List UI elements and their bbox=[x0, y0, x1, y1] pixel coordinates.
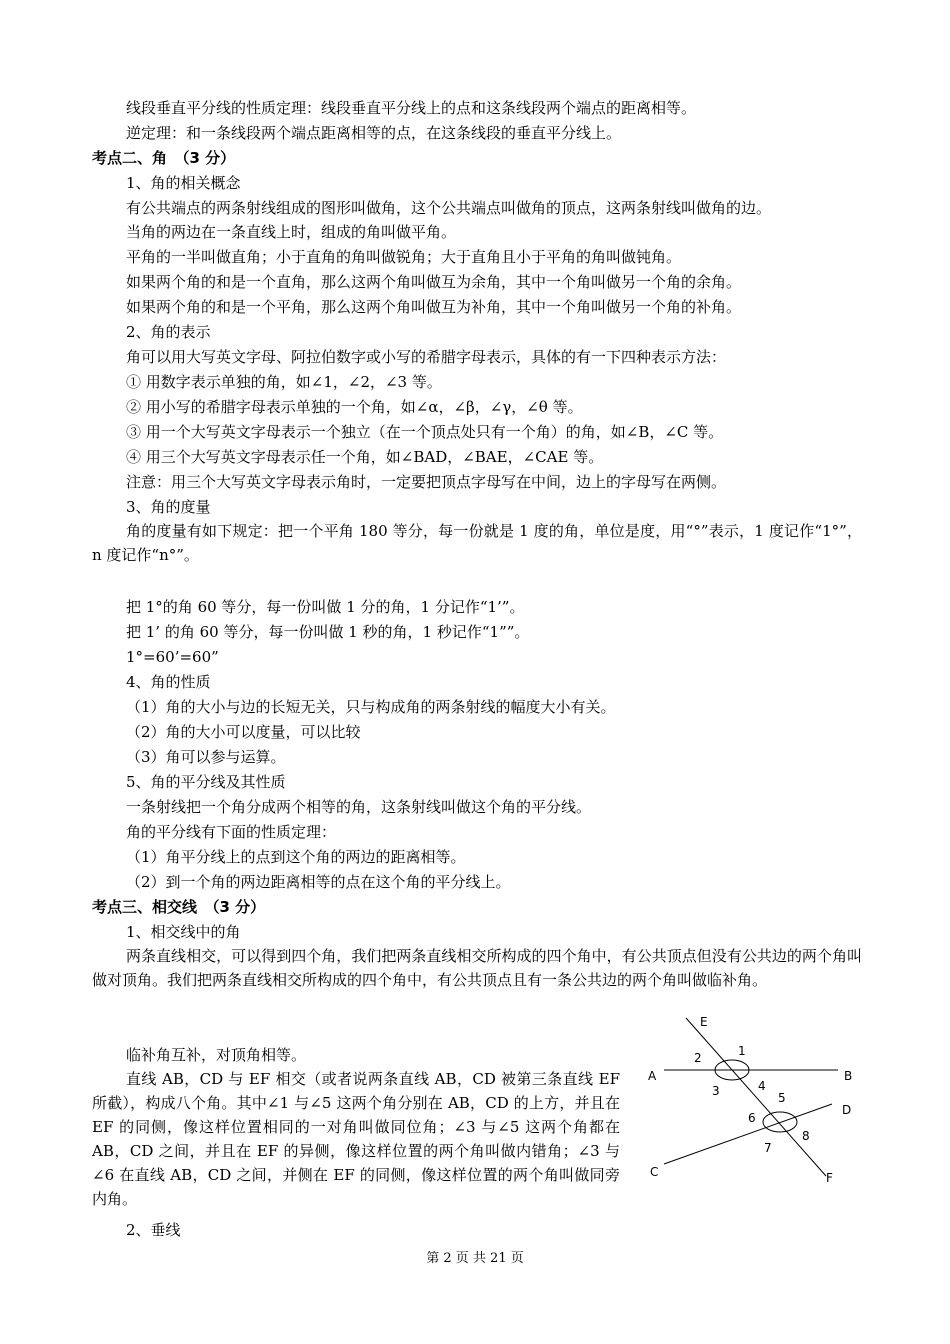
list-item: （3）角可以参与运算。 bbox=[126, 748, 286, 766]
angle-arc-lower bbox=[763, 1112, 797, 1132]
paragraph: 角的度量有如下规定：把一个平角 180 等分，每一份就是 1 度的角，单位是度，用“°”表示，1 度记作“1°”，n 度记作“n°”。 bbox=[92, 522, 862, 564]
paragraph: 注意：用三个大写英文字母表示角时，一定要把顶点字母写在中间，边上的字母写在两侧。 bbox=[126, 473, 727, 491]
label-A: A bbox=[648, 1069, 657, 1083]
subsection-heading: 2、角的表示 bbox=[126, 323, 211, 341]
label-4: 4 bbox=[758, 1079, 766, 1093]
list-item: （2）角的大小可以度量，可以比较 bbox=[126, 723, 361, 741]
list-item: （2）到一个角的两边距离相等的点在这个角的平分线上。 bbox=[126, 873, 511, 891]
label-C: C bbox=[650, 1165, 659, 1179]
paragraph: 如果两个角的和是一个直角，那么这两个角叫做互为余角，其中一个角叫做另一个角的余角。 bbox=[126, 273, 742, 291]
line-EF bbox=[686, 1018, 826, 1176]
paragraph: 有公共端点的两条射线组成的图形叫做角，这个公共端点叫做角的顶点，这两条射线叫做角的边。 bbox=[126, 199, 772, 217]
paragraph: 线段垂直平分线的性质定理：线段垂直平分线上的点和这条线段两个端点的距离相等。 bbox=[126, 99, 697, 117]
subsection-heading: 4、角的性质 bbox=[126, 673, 211, 691]
list-item: ③ 用一个大写英文字母表示一个独立（在一个顶点处只有一个角）的角，如∠B，∠C 等。 bbox=[126, 423, 724, 441]
subsection-heading: 5、角的平分线及其性质 bbox=[126, 773, 286, 791]
intersecting-lines-figure bbox=[640, 1010, 870, 1200]
label-3: 3 bbox=[712, 1084, 720, 1098]
paragraph: 两条直线相交，可以得到四个角，我们把两条直线相交所构成的四个角中，有公共顶点但没有公共边的两个角叫做对顶角。我们把两条直线相交所构成的四个角中，有公共顶点且有一条公共边的两个角叫做临补角。 bbox=[92, 947, 862, 989]
subsection-heading: 3、角的度量 bbox=[126, 498, 211, 516]
label-1: 1 bbox=[738, 1044, 746, 1058]
paragraph: 当角的两边在一条直线上时，组成的角叫做平角。 bbox=[126, 223, 457, 241]
paragraph: 把 1°的角 60 等分，每一份叫做 1 分的角，1 分记作“1’”。 bbox=[126, 598, 525, 616]
label-6: 6 bbox=[748, 1111, 756, 1125]
label-2: 2 bbox=[694, 1051, 702, 1065]
subsection-heading: 1、相交线中的角 bbox=[126, 923, 241, 941]
paragraph: 直线 AB，CD 与 EF 相交（或者说两条直线 AB，CD 被第三条直线 EF 所截），构成八个角。其中∠1 与∠5 这两个角分别在 AB，CD 的上方，并且在 EF 的同侧，像这样位置相同的一对角叫做同位角；∠3 与∠5 这两个角都在 AB，CD 之间，并且在 EF 的异侧，像这样位置的两个角叫做内错角；∠3 与∠6 在直线 AB，CD 之间，并侧在 EF 的同侧，像这样位置的两个角叫做同旁内角。 bbox=[92, 1070, 620, 1208]
paragraph: 平角的一半叫做直角；小于直角的角叫做锐角；大于直角且小于平角的角叫做钝角。 bbox=[126, 248, 682, 266]
label-8: 8 bbox=[802, 1129, 810, 1143]
list-item: （1）角平分线上的点到这个角的两边的距离相等。 bbox=[126, 848, 466, 866]
subsection-heading: 1、角的相关概念 bbox=[126, 174, 241, 192]
list-item: ④ 用三个大写英文字母表示任一个角，如∠BAD，∠BAE，∠CAE 等。 bbox=[126, 448, 604, 466]
label-D: D bbox=[842, 1103, 852, 1117]
label-7: 7 bbox=[764, 1141, 772, 1155]
page-footer: 第 2 页 共 21 页 bbox=[426, 1251, 524, 1266]
paragraph: 一条射线把一个角分成两个相等的角，这条射线叫做这个角的平分线。 bbox=[126, 798, 592, 816]
paragraph: 角的平分线有下面的性质定理： bbox=[126, 823, 337, 841]
subsection-heading: 2、垂线 bbox=[126, 1221, 181, 1239]
list-item: ① 用数字表示单独的角，如∠1，∠2，∠3 等。 bbox=[126, 373, 442, 391]
list-item: （1）角的大小与边的长短无关，只与构成角的两条射线的幅度大小有关。 bbox=[126, 698, 616, 716]
formula: 1°=60’=60” bbox=[126, 648, 219, 666]
paragraph: 逆定理：和一条线段两个端点距离相等的点，在这条线段的垂直平分线上。 bbox=[126, 124, 622, 142]
label-5: 5 bbox=[778, 1091, 786, 1105]
paragraph: 角可以用大写英文字母、阿拉伯数字或小写的希腊字母表示，具体的有一下四种表示方法： bbox=[126, 348, 727, 366]
section-heading: 考点二、角 （3 分） bbox=[92, 149, 236, 167]
paragraph: 把 1’ 的角 60 等分，每一份叫做 1 秒的角，1 秒记作“1””。 bbox=[126, 623, 530, 641]
label-B: B bbox=[844, 1069, 853, 1083]
list-item: ② 用小写的希腊字母表示单独的一个角，如∠α，∠β，∠γ，∠θ 等。 bbox=[126, 398, 583, 416]
label-F: F bbox=[826, 1171, 833, 1185]
section-heading: 考点三、相交线 （3 分） bbox=[92, 898, 266, 916]
label-E: E bbox=[700, 1015, 708, 1029]
paragraph: 临补角互补，对顶角相等。 bbox=[126, 1046, 307, 1064]
paragraph: 如果两个角的和是一个平角，那么这两个角叫做互为补角，其中一个角叫做另一个角的补角。 bbox=[126, 298, 742, 316]
